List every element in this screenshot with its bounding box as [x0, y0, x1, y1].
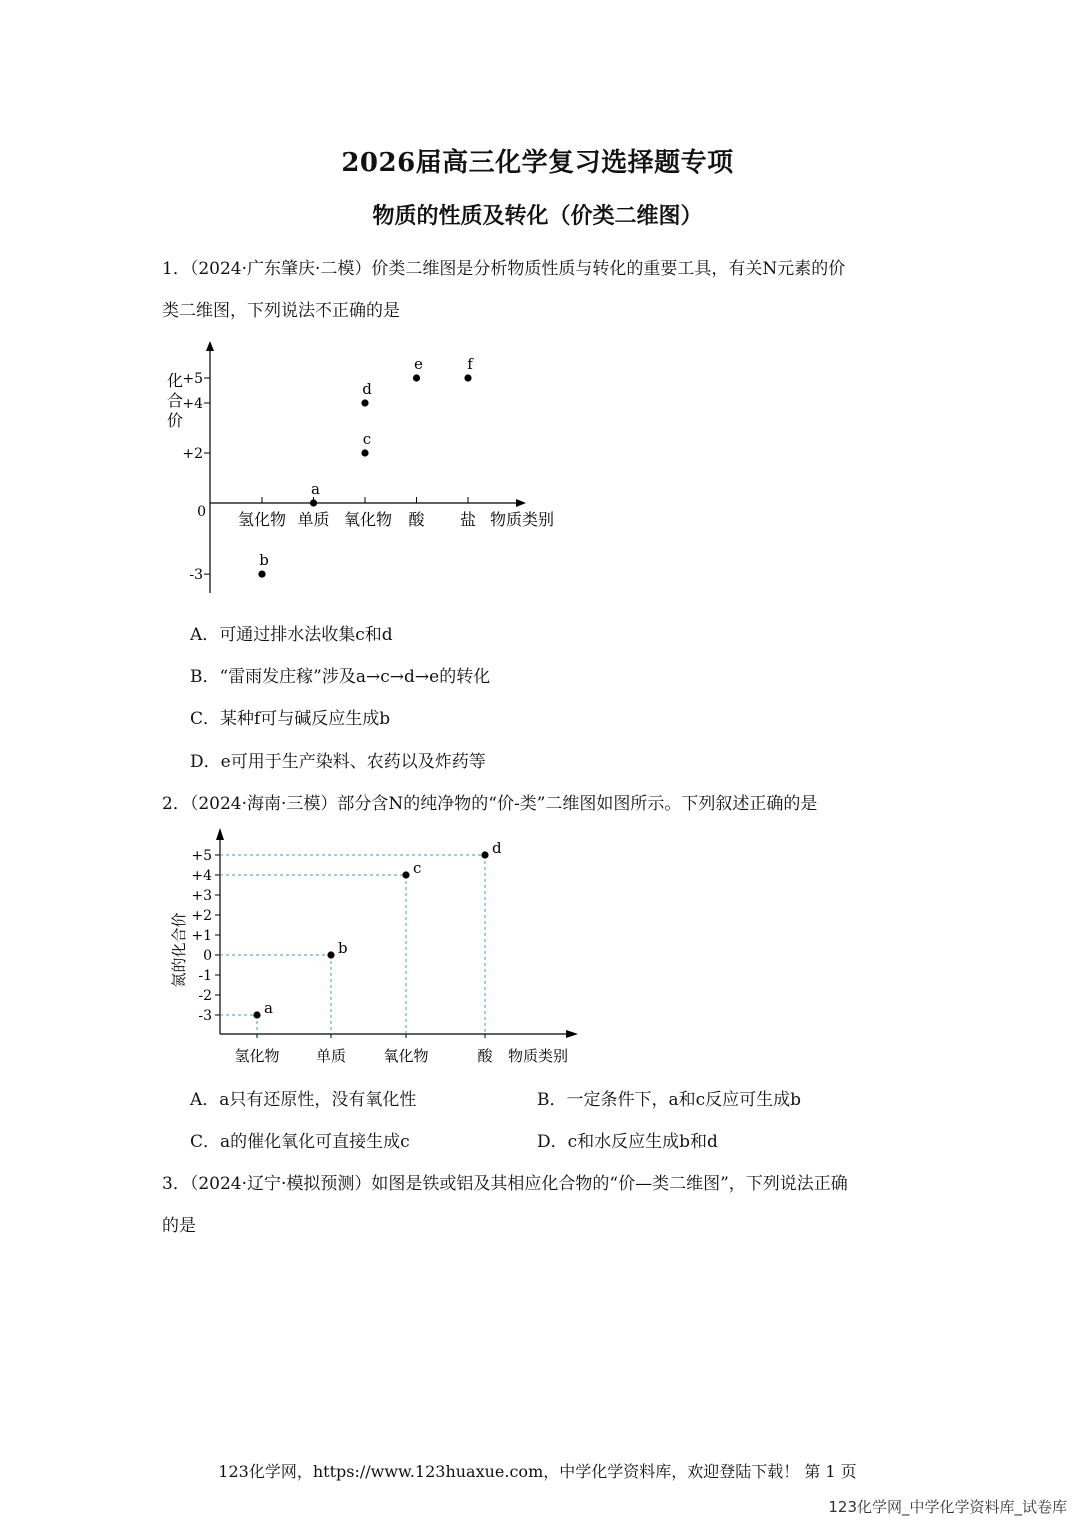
- x-tick-label: 酸: [477, 1047, 493, 1065]
- point-e: [413, 374, 420, 381]
- question-2-option-d[interactable]: D．c和水反应生成b和d: [537, 1132, 718, 1152]
- question-2-option-b[interactable]: B．一定条件下，a和c反应可生成b: [537, 1090, 802, 1110]
- question-2-stem: 2．（2024·海南·三模）部分含N的纯净物的“价-类”二维图如图所示。下列叙述正确的是: [162, 794, 818, 814]
- page-footer: 123化学网，https://www.123huaxue.com，中学化学资料库，欢迎登陆下载！ 第 1 页: [218, 1462, 857, 1481]
- y-tick-label: -1: [198, 968, 212, 984]
- question-1-option-a[interactable]: A．可通过排水法收集c和d: [190, 625, 393, 645]
- y-tick-label: +4: [191, 868, 212, 884]
- question-1-option-d[interactable]: D．e可用于生产染料、农药以及炸药等: [190, 752, 486, 772]
- x-tick-label: 氧化物: [383, 1047, 429, 1065]
- point-b: [258, 571, 265, 578]
- x-tick-label: 氧化物: [343, 510, 393, 529]
- y-axis-label-char: 合: [166, 391, 184, 410]
- point-label-c: c: [413, 859, 422, 877]
- x-axis-arrow: [516, 499, 526, 507]
- x-tick-label: 盐: [459, 510, 477, 529]
- x-tick-label: 氢化物: [237, 510, 287, 529]
- y-tick-label: 0: [203, 948, 212, 964]
- point-label-e: e: [414, 355, 423, 373]
- watermark: 123化学网_中学化学资料库_试卷库: [828, 1498, 1067, 1516]
- point-label-d: d: [492, 839, 502, 857]
- y-axis-label: 氮的化合价: [170, 912, 188, 988]
- question-1-option-b[interactable]: B．“雷雨发庄稼”涉及a→c→d→e的转化: [190, 667, 491, 687]
- y-tick-label: -3: [198, 1008, 212, 1024]
- chart-2-nitrogen-valence: [160, 822, 590, 1070]
- point-b: [327, 951, 334, 958]
- point-f: [464, 374, 471, 381]
- y-tick-label: +1: [191, 928, 212, 944]
- x-tick-label: 酸: [408, 510, 425, 529]
- question-2-option-a[interactable]: A．a只有还原性，没有氧化性: [190, 1090, 417, 1110]
- point-label-a: a: [311, 480, 320, 498]
- x-axis-arrow: [566, 1030, 578, 1038]
- point-a: [253, 1011, 260, 1018]
- y-axis-label-char: 化: [166, 371, 184, 390]
- y-axis-arrow: [216, 828, 224, 840]
- x-tick-label: 单质: [315, 1047, 347, 1065]
- document-subtitle: 物质的性质及转化（价类二维图）: [372, 203, 703, 229]
- y-tick-label: +2: [182, 446, 203, 462]
- y-axis-arrow: [206, 341, 214, 351]
- document-title: 2026届高三化学复习选择题专项: [341, 148, 734, 178]
- point-label-a: a: [264, 999, 273, 1017]
- y-tick-label: +4: [182, 396, 203, 412]
- x-tick-label: 氢化物: [234, 1047, 280, 1065]
- point-label-f: f: [467, 355, 473, 373]
- question-1-stem-line2: 类二维图，下列说法不正确的是: [162, 301, 400, 321]
- x-axis-label: 物质类别: [490, 510, 555, 529]
- point-label-c: c: [362, 430, 372, 448]
- point-d: [481, 851, 488, 858]
- y-tick-label: -3: [189, 567, 203, 584]
- point-c: [402, 871, 409, 878]
- point-d: [361, 399, 368, 406]
- y-tick-label: +5: [182, 371, 203, 387]
- question-3-stem-line2: 的是: [162, 1216, 196, 1236]
- point-a: [310, 499, 317, 506]
- point-label-d: d: [362, 380, 372, 398]
- y-tick-label: +3: [191, 888, 212, 904]
- point-label-b: b: [259, 551, 269, 570]
- y-tick-label: +2: [191, 908, 212, 924]
- question-1-stem-line1: 1．（2024·广东肇庆·二模）价类二维图是分析物质性质与转化的重要工具，有关N元素的价: [162, 259, 846, 279]
- y-tick-label: -2: [198, 988, 212, 1004]
- question-3-stem-line1: 3．（2024·辽宁·模拟预测）如图是铁或铝及其相应化合物的“价—类二维图”，下列说法正确: [162, 1174, 848, 1194]
- question-2-option-c[interactable]: C．a的催化氧化可直接生成c: [190, 1132, 410, 1152]
- y-tick-label: 0: [197, 504, 206, 520]
- x-axis-label: 物质类别: [508, 1047, 569, 1065]
- y-axis-label-char: 价: [166, 411, 184, 430]
- x-tick-label: 单质: [297, 510, 330, 529]
- chart-1-valence-category: [150, 335, 580, 595]
- point-label-b: b: [338, 939, 348, 957]
- question-1-option-c[interactable]: C．某种f可与碱反应生成b: [190, 709, 391, 729]
- point-c: [361, 449, 368, 456]
- y-tick-label: +5: [191, 848, 212, 864]
